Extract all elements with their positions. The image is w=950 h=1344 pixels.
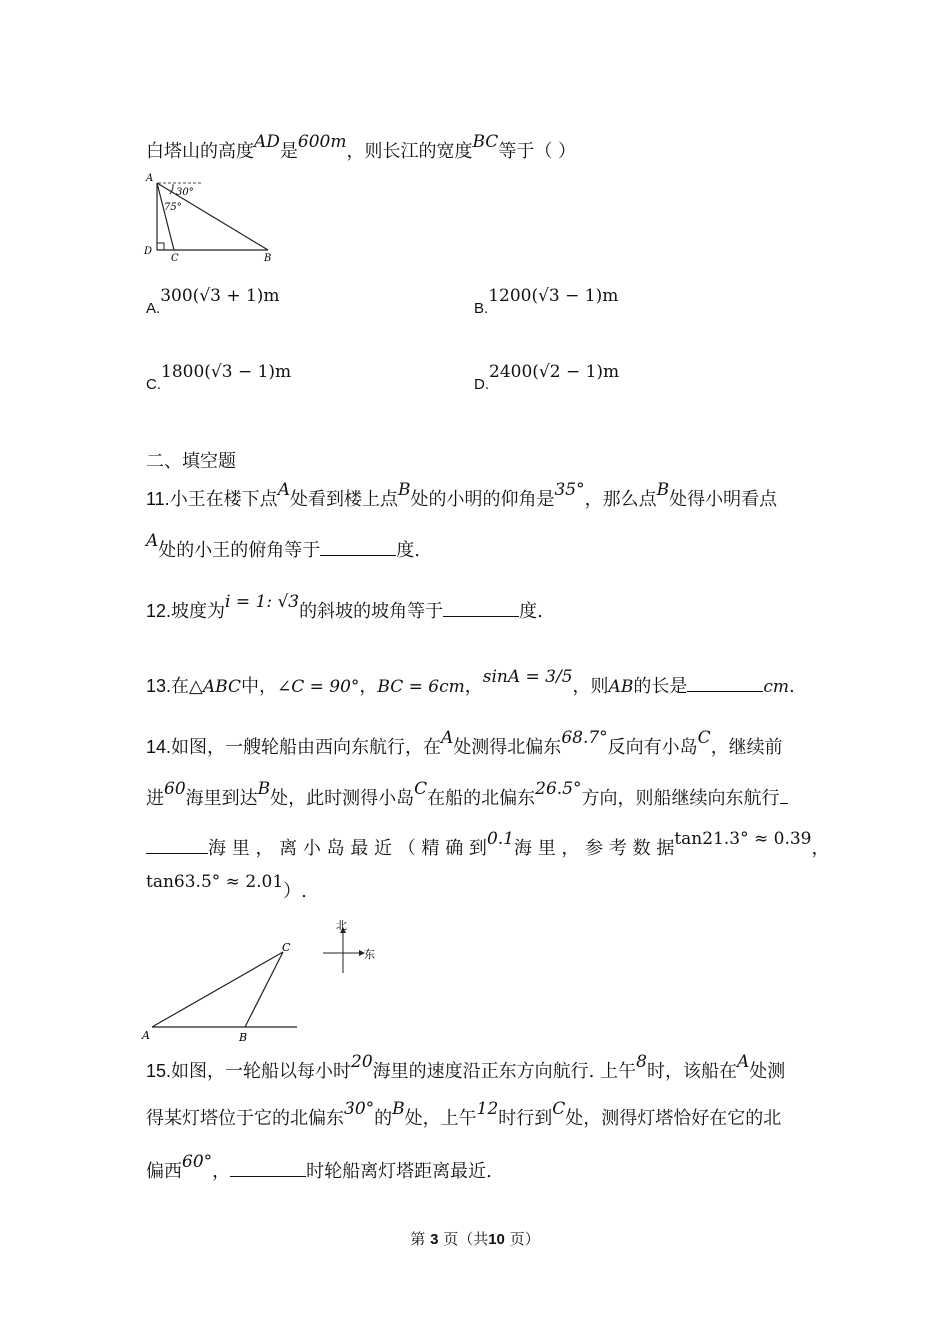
math: ∠C = 90° (276, 677, 360, 697)
text: 进 (146, 788, 164, 809)
text: ， (811, 838, 830, 859)
math: 20 (351, 1052, 373, 1072)
section-heading: 二、填空题 (146, 451, 236, 472)
text: 如图，一艘轮船由西向东航行，在 (171, 737, 442, 758)
footer-text: 第 (410, 1230, 426, 1248)
answer-blank[interactable] (320, 537, 396, 556)
answer-blank[interactable] (687, 673, 763, 692)
math: 26.5° (535, 779, 582, 799)
math: sinA = 3/5 (482, 667, 573, 687)
math: B (392, 1099, 405, 1119)
text: 反向有小岛 (607, 737, 698, 758)
east-label: 东 (364, 948, 375, 961)
math: C (414, 779, 428, 799)
math: 0.1 (486, 829, 514, 849)
question-number: 13. (146, 676, 172, 696)
option-a (146, 286, 280, 318)
text: 处得小明看点 (669, 489, 778, 510)
text: ， (464, 676, 483, 697)
text: 处的小明的仰角是 (410, 489, 555, 510)
option-expr: 2400(√2 − 1)m (489, 362, 620, 382)
label-C: C (171, 253, 179, 264)
text: 度. (396, 540, 421, 561)
option-label: D. (474, 376, 489, 393)
text: 时，该船在 (646, 1061, 737, 1082)
text: 在△ (171, 676, 203, 697)
text: 处的小王的俯角等于 (158, 540, 321, 561)
q14-line-1 (146, 728, 783, 760)
option-c (146, 362, 292, 394)
label-B: B (264, 253, 272, 264)
text: 处，此时测得小岛 (270, 788, 415, 809)
triangle-figure-1 (140, 170, 285, 265)
text: 的斜坡的坡角等于 (299, 601, 444, 622)
footer-text: 页（共 (443, 1230, 489, 1248)
q15-line-3 (146, 1152, 492, 1184)
math: 60 (164, 779, 186, 799)
text: 海里到达 (185, 788, 258, 809)
option-label: A. (146, 300, 161, 317)
q15-line-2 (146, 1099, 782, 1131)
text: 如图，一轮船以每小时 (171, 1061, 352, 1082)
math: 60° (182, 1152, 213, 1172)
text: 时行到 (498, 1108, 553, 1129)
right-angle-mark (157, 243, 164, 250)
intro-line (146, 132, 577, 164)
math: BC (472, 132, 499, 152)
text: ， (212, 1161, 231, 1182)
text: ， (359, 676, 378, 697)
math: tan21.3° ≈ 0.39 (674, 829, 812, 849)
text: . (788, 676, 795, 697)
label-A: A (146, 173, 154, 184)
q11-line-2 (146, 531, 421, 563)
text: ，则长江的宽度 (346, 141, 473, 162)
text: 处，测得灯塔恰好在它的北 (565, 1108, 782, 1129)
angle-75-label: 75° (164, 202, 182, 213)
math: 600m (297, 132, 347, 152)
text: 处，上午 (404, 1108, 477, 1129)
math: C (697, 728, 711, 748)
q15-line-1 (146, 1052, 786, 1084)
math: B (397, 480, 411, 500)
text: 得某灯塔位于它的北偏东 (146, 1108, 344, 1129)
text: 坡度为 (171, 601, 226, 622)
q13-line (146, 667, 795, 699)
math: B (656, 480, 670, 500)
option-expr: 300(√3 + 1)m (160, 286, 280, 306)
text: 白塔山的高度 (146, 141, 254, 162)
q14-line-4 (146, 872, 307, 904)
q14-line-3 (146, 829, 830, 861)
label-B: B (239, 1031, 248, 1044)
math: cm (763, 677, 789, 697)
math: 35° (554, 480, 585, 500)
option-d (474, 362, 620, 394)
text: 方向，则船继续向东航行 (581, 788, 780, 809)
text: 小王在楼下点 (169, 489, 278, 510)
math: AD (254, 132, 280, 152)
text: 海 里 ， 参 考 数 据 (513, 838, 675, 859)
math: A (441, 728, 454, 748)
text: 时轮船离灯塔距离最近. (306, 1161, 492, 1182)
math: C (552, 1099, 566, 1119)
page-number: 3 (430, 1231, 439, 1248)
math: 30° (344, 1099, 375, 1119)
page-footer (0, 1228, 950, 1249)
option-label: C. (146, 376, 161, 393)
question-number: 11. (146, 489, 170, 509)
segment-AC (157, 183, 174, 250)
segment-AB (157, 183, 268, 250)
option-b (474, 286, 619, 318)
option-expr: 1800(√3 − 1)m (161, 362, 292, 382)
answer-blank[interactable] (230, 1158, 306, 1177)
text: ，那么点 (584, 489, 657, 510)
text: ，则 (572, 676, 609, 697)
answer-blank[interactable] (146, 835, 208, 854)
text: 在船的北偏东 (427, 788, 536, 809)
math: BC = 6cm (377, 677, 465, 697)
math: A (736, 1052, 750, 1072)
label-D: D (144, 246, 153, 257)
math: AB (608, 677, 634, 697)
answer-blank-start[interactable] (780, 785, 788, 804)
math: tan63.5° ≈ 2.01 (146, 872, 284, 892)
math: A (277, 480, 290, 500)
text: 偏西 (146, 1161, 182, 1182)
text: 等于（ ） (498, 141, 577, 162)
math: 12 (476, 1099, 499, 1119)
q12-line (146, 592, 543, 624)
question-number: 15. (146, 1061, 172, 1081)
footer-text: 页） (509, 1230, 540, 1248)
math: B (257, 779, 271, 799)
north-label: 北 (336, 919, 347, 932)
text: 是 (279, 141, 298, 162)
text: 度. (519, 601, 543, 622)
text: 处测 (749, 1061, 786, 1082)
text: ）. (283, 881, 307, 902)
q11-line-1 (146, 480, 778, 512)
text: 处看到楼上点 (289, 489, 398, 510)
text: 的 (374, 1108, 393, 1129)
text: 中， (240, 676, 277, 697)
text: 海 里 ， 离 小 岛 最 近 （ 精 确 到 (208, 838, 487, 859)
math: 8 (636, 1052, 647, 1072)
math: i = 1: √3 (225, 592, 300, 612)
text: 的长是 (633, 676, 688, 697)
question-number: 14. (146, 737, 172, 757)
question-number: 12. (146, 601, 172, 621)
text: 处测得北偏东 (453, 737, 562, 758)
total-pages: 10 (488, 1231, 505, 1248)
text: 海里的速度沿正东方向航行. 上午 (372, 1061, 637, 1082)
ship-figure-2 (140, 915, 390, 1045)
label-C: C (282, 941, 291, 954)
option-label: B. (474, 300, 489, 317)
option-expr: 1200(√3 − 1)m (488, 286, 619, 306)
q14-line-2 (146, 779, 788, 811)
math: ABC (202, 677, 241, 697)
answer-blank[interactable] (443, 598, 519, 617)
text: ，继续前 (710, 737, 783, 758)
math: 68.7° (561, 728, 608, 748)
label-A: A (142, 1029, 150, 1042)
math: A (146, 531, 159, 551)
angle-30-label: 30° (176, 187, 194, 198)
